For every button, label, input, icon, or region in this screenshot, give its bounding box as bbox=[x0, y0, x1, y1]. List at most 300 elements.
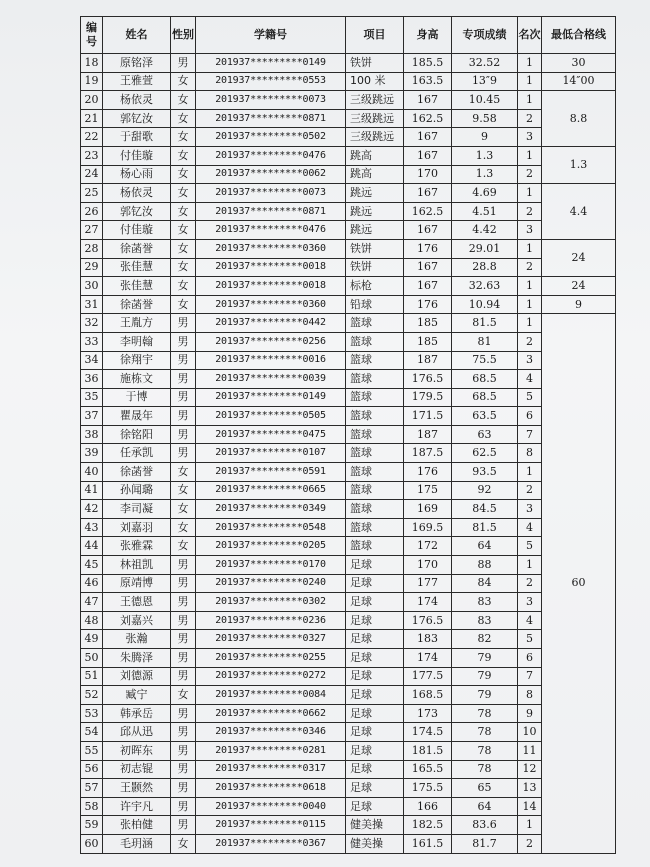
header-min-pass: 最低合格线 bbox=[542, 17, 616, 54]
table-row bbox=[81, 611, 616, 630]
header-gender: 性别 bbox=[171, 17, 196, 54]
cell-score: 9 bbox=[452, 128, 518, 147]
cell-height: 176 bbox=[404, 239, 452, 258]
cell-rank: 1 bbox=[518, 54, 542, 73]
cell-height: 176 bbox=[404, 463, 452, 482]
cell-gender: 男 bbox=[171, 760, 196, 779]
cell-rank: 7 bbox=[518, 425, 542, 444]
cell-event: 足球 bbox=[346, 649, 404, 668]
cell-name: 王德恩 bbox=[103, 593, 171, 612]
cell-name: 刘嘉兴 bbox=[103, 611, 171, 630]
table-row bbox=[81, 332, 616, 351]
cell-height: 167 bbox=[404, 258, 452, 277]
cell-height: 170 bbox=[404, 165, 452, 184]
cell-rank: 3 bbox=[518, 593, 542, 612]
cell-gender: 女 bbox=[171, 834, 196, 853]
cell-height: 167 bbox=[404, 91, 452, 110]
cell-event: 标枪 bbox=[346, 277, 404, 296]
cell-rank: 3 bbox=[518, 128, 542, 147]
table-row bbox=[81, 518, 616, 537]
cell-gender: 男 bbox=[171, 704, 196, 723]
cell-gender: 男 bbox=[171, 314, 196, 333]
cell-score: 63 bbox=[452, 425, 518, 444]
cell-event: 铁饼 bbox=[346, 258, 404, 277]
cell-no: 20 bbox=[81, 91, 103, 110]
cell-gender: 女 bbox=[171, 146, 196, 165]
cell-event: 篮球 bbox=[346, 518, 404, 537]
cell-event: 跳高 bbox=[346, 165, 404, 184]
cell-event: 三级跳远 bbox=[346, 91, 404, 110]
cell-student-id: 201937*********0442 bbox=[196, 314, 346, 333]
cell-height: 167 bbox=[404, 221, 452, 240]
cell-height: 173 bbox=[404, 704, 452, 723]
cell-score: 81.5 bbox=[452, 518, 518, 537]
cell-gender: 男 bbox=[171, 779, 196, 798]
table-row bbox=[81, 91, 616, 110]
cell-student-id: 201937*********0073 bbox=[196, 91, 346, 110]
cell-name: 韩承岳 bbox=[103, 704, 171, 723]
cell-student-id: 201937*********0255 bbox=[196, 649, 346, 668]
cell-student-id: 201937*********0317 bbox=[196, 760, 346, 779]
cell-event: 跳远 bbox=[346, 202, 404, 221]
cell-name: 付佳璇 bbox=[103, 146, 171, 165]
cell-student-id: 201937*********0039 bbox=[196, 370, 346, 389]
cell-min-pass: 30 bbox=[542, 54, 616, 73]
cell-gender: 女 bbox=[171, 72, 196, 91]
cell-event: 足球 bbox=[346, 797, 404, 816]
cell-rank: 6 bbox=[518, 649, 542, 668]
cell-gender: 男 bbox=[171, 370, 196, 389]
cell-event: 足球 bbox=[346, 741, 404, 760]
cell-name: 杨依灵 bbox=[103, 91, 171, 110]
cell-event: 篮球 bbox=[346, 481, 404, 500]
cell-student-id: 201937*********0149 bbox=[196, 54, 346, 73]
cell-no: 36 bbox=[81, 370, 103, 389]
cell-event: 足球 bbox=[346, 556, 404, 575]
cell-name: 张雅霖 bbox=[103, 537, 171, 556]
table-row bbox=[81, 72, 616, 91]
cell-min-pass: 8.8 bbox=[542, 91, 616, 147]
cell-student-id: 201937*********0170 bbox=[196, 556, 346, 575]
cell-event: 篮球 bbox=[346, 332, 404, 351]
header-student-id: 学籍号 bbox=[196, 17, 346, 54]
cell-no: 58 bbox=[81, 797, 103, 816]
cell-height: 174.5 bbox=[404, 723, 452, 742]
cell-name: 刘德源 bbox=[103, 667, 171, 686]
cell-height: 175 bbox=[404, 481, 452, 500]
cell-student-id: 201937*********0475 bbox=[196, 425, 346, 444]
cell-rank: 1 bbox=[518, 72, 542, 91]
cell-gender: 女 bbox=[171, 202, 196, 221]
header-rank: 名次 bbox=[518, 17, 542, 54]
cell-no: 26 bbox=[81, 202, 103, 221]
cell-score: 84 bbox=[452, 574, 518, 593]
table-row bbox=[81, 388, 616, 407]
cell-student-id: 201937*********0360 bbox=[196, 295, 346, 314]
cell-gender: 女 bbox=[171, 277, 196, 296]
cell-name: 徐菡誉 bbox=[103, 463, 171, 482]
cell-no: 56 bbox=[81, 760, 103, 779]
table-row bbox=[81, 258, 616, 277]
cell-no: 23 bbox=[81, 146, 103, 165]
cell-height: 167 bbox=[404, 277, 452, 296]
cell-rank: 5 bbox=[518, 537, 542, 556]
cell-rank: 10 bbox=[518, 723, 542, 742]
cell-event: 篮球 bbox=[346, 351, 404, 370]
cell-no: 52 bbox=[81, 686, 103, 705]
cell-rank: 2 bbox=[518, 332, 542, 351]
cell-gender: 女 bbox=[171, 537, 196, 556]
cell-rank: 7 bbox=[518, 667, 542, 686]
cell-score: 32.52 bbox=[452, 54, 518, 73]
cell-height: 181.5 bbox=[404, 741, 452, 760]
table-row bbox=[81, 165, 616, 184]
cell-no: 22 bbox=[81, 128, 103, 147]
cell-score: 10.94 bbox=[452, 295, 518, 314]
cell-score: 83 bbox=[452, 611, 518, 630]
cell-name: 于博 bbox=[103, 388, 171, 407]
cell-score: 75.5 bbox=[452, 351, 518, 370]
cell-gender: 女 bbox=[171, 221, 196, 240]
cell-event: 篮球 bbox=[346, 537, 404, 556]
table-row bbox=[81, 295, 616, 314]
table-row bbox=[81, 202, 616, 221]
cell-rank: 2 bbox=[518, 574, 542, 593]
header-row bbox=[81, 17, 616, 54]
cell-no: 46 bbox=[81, 574, 103, 593]
cell-event: 足球 bbox=[346, 611, 404, 630]
cell-no: 33 bbox=[81, 332, 103, 351]
table-row bbox=[81, 630, 616, 649]
cell-score: 92 bbox=[452, 481, 518, 500]
cell-no: 54 bbox=[81, 723, 103, 742]
cell-gender: 男 bbox=[171, 556, 196, 575]
cell-no: 41 bbox=[81, 481, 103, 500]
cell-score: 78 bbox=[452, 741, 518, 760]
cell-score: 83.6 bbox=[452, 816, 518, 835]
cell-no: 38 bbox=[81, 425, 103, 444]
cell-rank: 1 bbox=[518, 295, 542, 314]
cell-student-id: 201937*********0016 bbox=[196, 351, 346, 370]
cell-no: 53 bbox=[81, 704, 103, 723]
cell-gender: 男 bbox=[171, 332, 196, 351]
cell-rank: 1 bbox=[518, 91, 542, 110]
cell-min-pass: 24 bbox=[542, 239, 616, 276]
cell-height: 174 bbox=[404, 593, 452, 612]
cell-rank: 1 bbox=[518, 146, 542, 165]
header-height: 身高 bbox=[404, 17, 452, 54]
cell-name: 杨依灵 bbox=[103, 184, 171, 203]
table-row bbox=[81, 109, 616, 128]
cell-event: 铅球 bbox=[346, 295, 404, 314]
cell-name: 王雅萱 bbox=[103, 72, 171, 91]
cell-no: 55 bbox=[81, 741, 103, 760]
cell-no: 60 bbox=[81, 834, 103, 853]
cell-name: 瞿晟年 bbox=[103, 407, 171, 426]
cell-name: 初晖东 bbox=[103, 741, 171, 760]
cell-score: 78 bbox=[452, 723, 518, 742]
cell-height: 174 bbox=[404, 649, 452, 668]
table-row bbox=[81, 704, 616, 723]
cell-event: 跳远 bbox=[346, 184, 404, 203]
table-row bbox=[81, 779, 616, 798]
table-row bbox=[81, 723, 616, 742]
cell-height: 182.5 bbox=[404, 816, 452, 835]
cell-name: 张瀚 bbox=[103, 630, 171, 649]
cell-gender: 女 bbox=[171, 91, 196, 110]
cell-name: 臧宁 bbox=[103, 686, 171, 705]
cell-event: 篮球 bbox=[346, 500, 404, 519]
cell-height: 185.5 bbox=[404, 54, 452, 73]
cell-name: 付佳璇 bbox=[103, 221, 171, 240]
table-row bbox=[81, 760, 616, 779]
cell-student-id: 201937*********0476 bbox=[196, 221, 346, 240]
cell-height: 162.5 bbox=[404, 109, 452, 128]
cell-score: 29.01 bbox=[452, 239, 518, 258]
cell-student-id: 201937*********0548 bbox=[196, 518, 346, 537]
cell-event: 足球 bbox=[346, 686, 404, 705]
cell-name: 徐菡誉 bbox=[103, 295, 171, 314]
cell-no: 21 bbox=[81, 109, 103, 128]
cell-event: 篮球 bbox=[346, 463, 404, 482]
cell-score: 4.42 bbox=[452, 221, 518, 240]
cell-rank: 2 bbox=[518, 481, 542, 500]
cell-height: 176.5 bbox=[404, 370, 452, 389]
cell-score: 63.5 bbox=[452, 407, 518, 426]
cell-event: 100 米 bbox=[346, 72, 404, 91]
cell-student-id: 201937*********0367 bbox=[196, 834, 346, 853]
cell-student-id: 201937*********0149 bbox=[196, 388, 346, 407]
cell-student-id: 201937*********0349 bbox=[196, 500, 346, 519]
cell-height: 187.5 bbox=[404, 444, 452, 463]
cell-min-pass: 4.4 bbox=[542, 184, 616, 240]
cell-name: 徐铭阳 bbox=[103, 425, 171, 444]
cell-min-pass: 9 bbox=[542, 295, 616, 314]
table-row bbox=[81, 425, 616, 444]
cell-min-pass: 14″00 bbox=[542, 72, 616, 91]
cell-name: 李明翰 bbox=[103, 332, 171, 351]
table-row bbox=[81, 797, 616, 816]
cell-no: 42 bbox=[81, 500, 103, 519]
cell-student-id: 201937*********0360 bbox=[196, 239, 346, 258]
cell-name: 张柏健 bbox=[103, 816, 171, 835]
cell-height: 168.5 bbox=[404, 686, 452, 705]
cell-rank: 1 bbox=[518, 277, 542, 296]
results-table bbox=[80, 16, 616, 854]
cell-no: 57 bbox=[81, 779, 103, 798]
cell-height: 179.5 bbox=[404, 388, 452, 407]
cell-no: 30 bbox=[81, 277, 103, 296]
cell-rank: 2 bbox=[518, 834, 542, 853]
cell-gender: 男 bbox=[171, 649, 196, 668]
cell-event: 健美操 bbox=[346, 816, 404, 835]
cell-no: 24 bbox=[81, 165, 103, 184]
table-row bbox=[81, 54, 616, 73]
cell-student-id: 201937*********0662 bbox=[196, 704, 346, 723]
cell-name: 原铭泽 bbox=[103, 54, 171, 73]
table-row bbox=[81, 500, 616, 519]
cell-no: 31 bbox=[81, 295, 103, 314]
table-row bbox=[81, 351, 616, 370]
cell-no: 32 bbox=[81, 314, 103, 333]
cell-event: 铁饼 bbox=[346, 54, 404, 73]
cell-score: 28.8 bbox=[452, 258, 518, 277]
cell-gender: 男 bbox=[171, 816, 196, 835]
cell-gender: 男 bbox=[171, 797, 196, 816]
cell-student-id: 201937*********0476 bbox=[196, 146, 346, 165]
table-body bbox=[81, 54, 616, 854]
cell-rank: 3 bbox=[518, 221, 542, 240]
cell-min-pass: 24 bbox=[542, 277, 616, 296]
cell-height: 185 bbox=[404, 314, 452, 333]
cell-name: 林祖凯 bbox=[103, 556, 171, 575]
cell-name: 于甜歌 bbox=[103, 128, 171, 147]
cell-rank: 1 bbox=[518, 239, 542, 258]
cell-score: 64 bbox=[452, 537, 518, 556]
cell-no: 29 bbox=[81, 258, 103, 277]
cell-score: 32.63 bbox=[452, 277, 518, 296]
cell-gender: 男 bbox=[171, 407, 196, 426]
cell-gender: 女 bbox=[171, 165, 196, 184]
table-row bbox=[81, 649, 616, 668]
cell-name: 张佳慧 bbox=[103, 258, 171, 277]
cell-score: 9.58 bbox=[452, 109, 518, 128]
cell-name: 郭钇汝 bbox=[103, 202, 171, 221]
cell-student-id: 201937*********0205 bbox=[196, 537, 346, 556]
cell-event: 足球 bbox=[346, 574, 404, 593]
cell-score: 82 bbox=[452, 630, 518, 649]
cell-height: 163.5 bbox=[404, 72, 452, 91]
cell-rank: 2 bbox=[518, 202, 542, 221]
cell-student-id: 201937*********0240 bbox=[196, 574, 346, 593]
cell-event: 足球 bbox=[346, 593, 404, 612]
cell-event: 篮球 bbox=[346, 370, 404, 389]
table-row bbox=[81, 221, 616, 240]
cell-student-id: 201937*********0272 bbox=[196, 667, 346, 686]
cell-height: 176.5 bbox=[404, 611, 452, 630]
cell-student-id: 201937*********0665 bbox=[196, 481, 346, 500]
cell-no: 47 bbox=[81, 593, 103, 612]
cell-student-id: 201937*********0115 bbox=[196, 816, 346, 835]
cell-no: 51 bbox=[81, 667, 103, 686]
cell-height: 167 bbox=[404, 128, 452, 147]
cell-min-pass: 60 bbox=[542, 314, 616, 853]
cell-name: 徐翔宇 bbox=[103, 351, 171, 370]
cell-student-id: 201937*********0871 bbox=[196, 202, 346, 221]
cell-student-id: 201937*********0553 bbox=[196, 72, 346, 91]
cell-score: 81 bbox=[452, 332, 518, 351]
cell-height: 161.5 bbox=[404, 834, 452, 853]
cell-no: 28 bbox=[81, 239, 103, 258]
cell-rank: 11 bbox=[518, 741, 542, 760]
cell-gender: 男 bbox=[171, 593, 196, 612]
cell-gender: 男 bbox=[171, 611, 196, 630]
cell-student-id: 201937*********0040 bbox=[196, 797, 346, 816]
cell-student-id: 201937*********0018 bbox=[196, 277, 346, 296]
table-row bbox=[81, 556, 616, 575]
cell-score: 83 bbox=[452, 593, 518, 612]
cell-height: 177 bbox=[404, 574, 452, 593]
cell-name: 张佳慧 bbox=[103, 277, 171, 296]
cell-score: 81.7 bbox=[452, 834, 518, 853]
cell-event: 足球 bbox=[346, 723, 404, 742]
cell-student-id: 201937*********0502 bbox=[196, 128, 346, 147]
cell-score: 13″9 bbox=[452, 72, 518, 91]
cell-event: 足球 bbox=[346, 779, 404, 798]
cell-event: 足球 bbox=[346, 630, 404, 649]
cell-student-id: 201937*********0871 bbox=[196, 109, 346, 128]
cell-score: 79 bbox=[452, 686, 518, 705]
cell-no: 44 bbox=[81, 537, 103, 556]
cell-rank: 4 bbox=[518, 518, 542, 537]
cell-rank: 3 bbox=[518, 500, 542, 519]
cell-name: 初志锟 bbox=[103, 760, 171, 779]
cell-no: 18 bbox=[81, 54, 103, 73]
cell-name: 孙闻璐 bbox=[103, 481, 171, 500]
table-row bbox=[81, 667, 616, 686]
cell-student-id: 201937*********0084 bbox=[196, 686, 346, 705]
cell-student-id: 201937*********0505 bbox=[196, 407, 346, 426]
table-row bbox=[81, 741, 616, 760]
cell-gender: 女 bbox=[171, 258, 196, 277]
cell-event: 足球 bbox=[346, 704, 404, 723]
cell-height: 172 bbox=[404, 537, 452, 556]
table-row bbox=[81, 184, 616, 203]
cell-gender: 男 bbox=[171, 741, 196, 760]
table-row bbox=[81, 407, 616, 426]
cell-event: 篮球 bbox=[346, 444, 404, 463]
table-row bbox=[81, 146, 616, 165]
table-row bbox=[81, 574, 616, 593]
cell-name: 郭钇汝 bbox=[103, 109, 171, 128]
cell-score: 84.5 bbox=[452, 500, 518, 519]
cell-no: 25 bbox=[81, 184, 103, 203]
cell-min-pass: 1.3 bbox=[542, 146, 616, 183]
header-name: 姓名 bbox=[103, 17, 171, 54]
cell-height: 162.5 bbox=[404, 202, 452, 221]
cell-no: 35 bbox=[81, 388, 103, 407]
cell-no: 50 bbox=[81, 649, 103, 668]
cell-student-id: 201937*********0062 bbox=[196, 165, 346, 184]
cell-rank: 1 bbox=[518, 314, 542, 333]
table-row bbox=[81, 593, 616, 612]
cell-rank: 4 bbox=[518, 370, 542, 389]
cell-rank: 1 bbox=[518, 184, 542, 203]
cell-student-id: 201937*********0327 bbox=[196, 630, 346, 649]
cell-score: 78 bbox=[452, 760, 518, 779]
cell-height: 167 bbox=[404, 184, 452, 203]
cell-rank: 5 bbox=[518, 630, 542, 649]
cell-name: 许宇凡 bbox=[103, 797, 171, 816]
cell-no: 40 bbox=[81, 463, 103, 482]
cell-student-id: 201937*********0618 bbox=[196, 779, 346, 798]
cell-no: 45 bbox=[81, 556, 103, 575]
cell-student-id: 201937*********0302 bbox=[196, 593, 346, 612]
cell-gender: 女 bbox=[171, 295, 196, 314]
cell-height: 183 bbox=[404, 630, 452, 649]
table-header bbox=[81, 17, 616, 54]
cell-name: 原靖博 bbox=[103, 574, 171, 593]
cell-height: 175.5 bbox=[404, 779, 452, 798]
cell-height: 187 bbox=[404, 351, 452, 370]
cell-height: 170 bbox=[404, 556, 452, 575]
cell-event: 跳远 bbox=[346, 221, 404, 240]
cell-no: 27 bbox=[81, 221, 103, 240]
cell-gender: 女 bbox=[171, 128, 196, 147]
cell-score: 68.5 bbox=[452, 388, 518, 407]
table-row bbox=[81, 128, 616, 147]
cell-score: 62.5 bbox=[452, 444, 518, 463]
